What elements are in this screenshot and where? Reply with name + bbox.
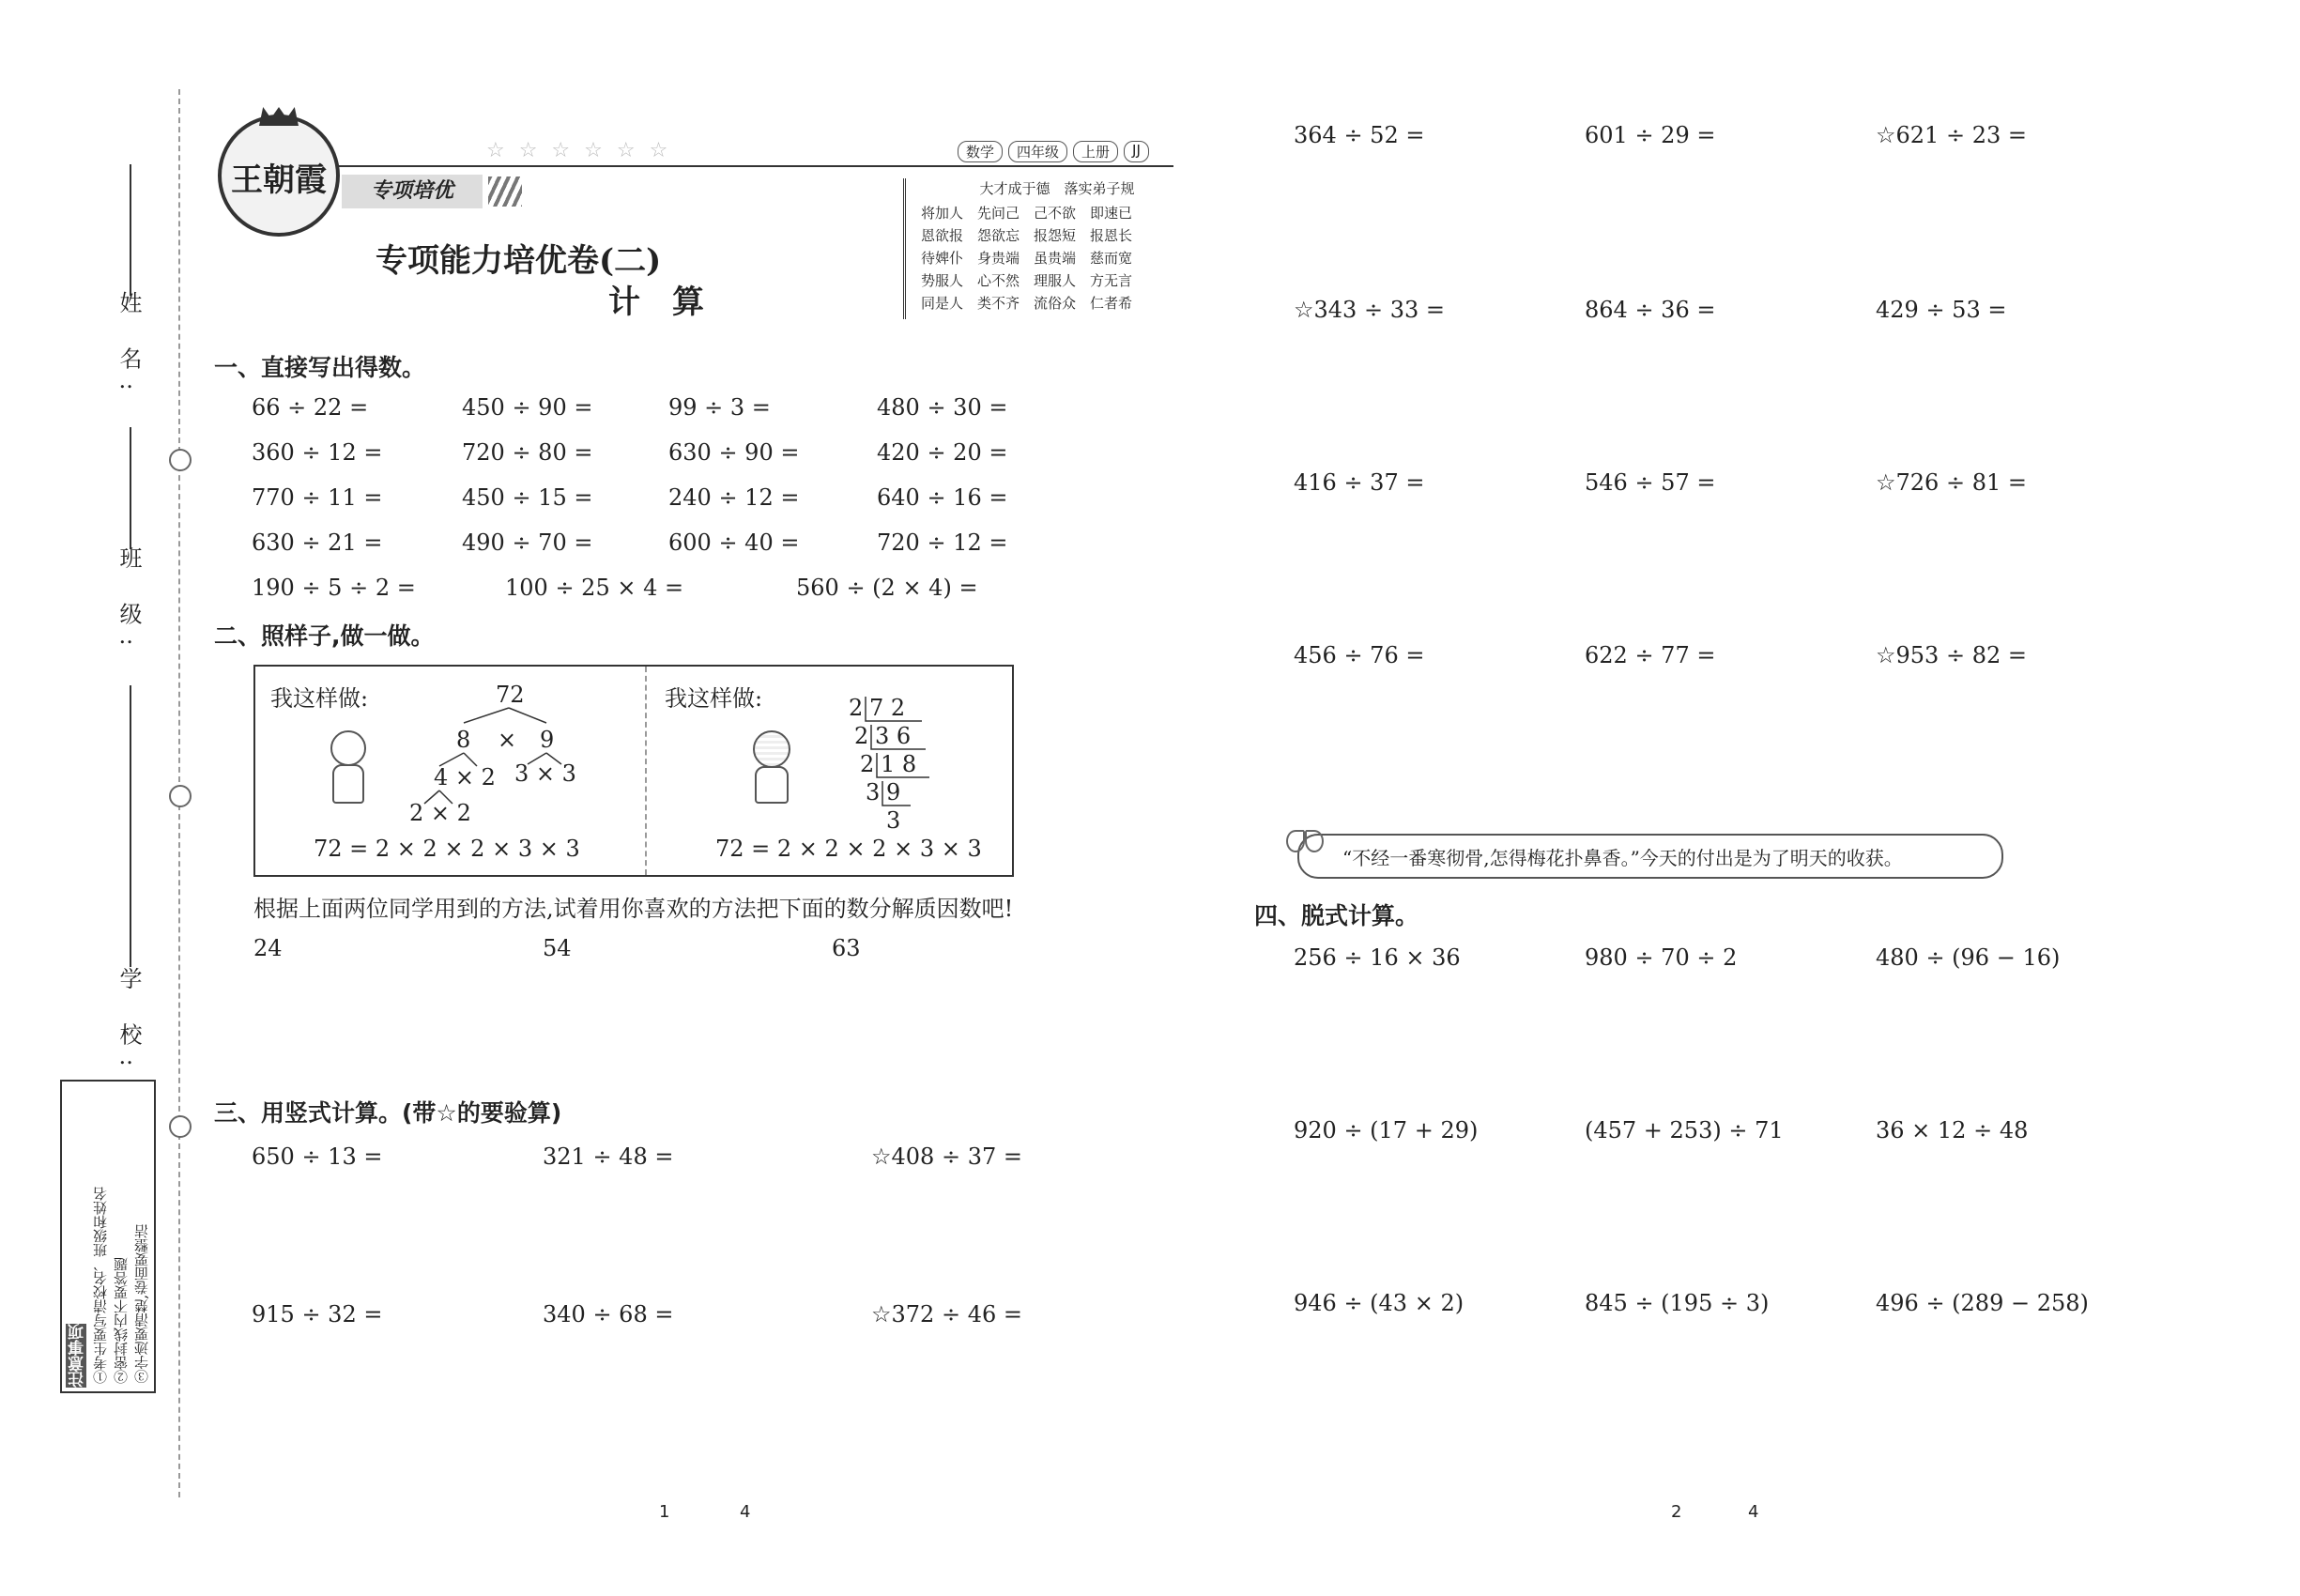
left-page-total: 4 bbox=[740, 1502, 751, 1522]
s4-r2-c2: (457 + 253) ÷ 71 bbox=[1585, 1117, 1784, 1143]
ladder-quotient: 3 bbox=[886, 807, 901, 834]
s1-r5-c3: 560 ÷ (2 × 4) = bbox=[796, 575, 978, 601]
example-divider bbox=[645, 667, 647, 875]
s1-r3-c3: 240 ÷ 12 = bbox=[668, 484, 800, 511]
s3-l-r2-c2: 340 ÷ 68 = bbox=[543, 1301, 674, 1327]
s3-r-r3-c1: 416 ÷ 37 = bbox=[1294, 469, 1425, 496]
tree-l1a: 8 bbox=[456, 727, 471, 753]
s3-r-r1-c3: ☆621 ÷ 23 = bbox=[1876, 122, 2027, 148]
school-label: 学 校: bbox=[115, 967, 142, 1080]
header-stars: ☆ ☆ ☆ ☆ ☆ ☆ bbox=[486, 139, 672, 162]
motto-line-4: 势服人 心不然 理服人 方无言 bbox=[921, 272, 1133, 289]
s3-l-r2-c3: ☆372 ÷ 46 = bbox=[871, 1301, 1022, 1327]
section1-heading: 一、直接写出得数。 bbox=[214, 354, 426, 381]
logo bbox=[218, 115, 340, 237]
section3-heading: 三、用竖式计算。(带☆的要验算) bbox=[214, 1099, 562, 1127]
motto-line-2: 恩欲报 怨欲忘 报怨短 报恩长 bbox=[921, 227, 1133, 244]
factor-number-3: 63 bbox=[832, 935, 861, 961]
school-line[interactable] bbox=[130, 685, 131, 967]
seal-mark-3 bbox=[169, 1115, 192, 1138]
factor-number-1: 24 bbox=[253, 935, 283, 961]
page-title: 专项能力培优卷(二) bbox=[376, 242, 662, 280]
example-box bbox=[253, 665, 1014, 877]
banner bbox=[342, 175, 483, 208]
seal-mark-1 bbox=[169, 449, 192, 471]
right-page-total: 4 bbox=[1748, 1502, 1759, 1522]
notice-title: 注意事项 bbox=[66, 1324, 86, 1388]
ladder-value-4: 9 bbox=[886, 779, 901, 806]
ladder-divisor-3: 2 bbox=[860, 751, 875, 777]
logo-crown-icon bbox=[259, 107, 299, 126]
s3-r-r2-c2: 864 ÷ 36 = bbox=[1585, 297, 1716, 323]
s1-r4-c2: 490 ÷ 70 = bbox=[462, 529, 593, 556]
section2-instruction: 根据上面两位同学用到的方法,试着用你喜欢的方法把下面的数分解质因数吧! bbox=[253, 896, 1014, 922]
s1-r2-c1: 360 ÷ 12 = bbox=[252, 439, 383, 466]
s1-r1-c3: 99 ÷ 3 = bbox=[668, 394, 771, 421]
quote-text: “不经一番寒彻骨,怎得梅花扑鼻香。”今天的付出是为了明天的收获。 bbox=[1342, 847, 1903, 869]
section4-heading: 四、脱式计算。 bbox=[1254, 902, 1419, 929]
s4-r1-c2: 980 ÷ 70 ÷ 2 bbox=[1585, 944, 1738, 971]
tag-subject: 数学 bbox=[958, 141, 1003, 162]
logo-text: 王朝霞 bbox=[231, 161, 327, 199]
left-method-label: 我这样做: bbox=[270, 685, 369, 712]
motto-box bbox=[903, 178, 1193, 319]
tag-edition: JJ bbox=[1124, 141, 1149, 162]
s4-r1-c1: 256 ÷ 16 × 36 bbox=[1294, 944, 1461, 971]
section2-heading: 二、照样子,做一做。 bbox=[214, 622, 435, 650]
header-rule bbox=[338, 165, 1173, 167]
s1-r4-c4: 720 ÷ 12 = bbox=[877, 529, 1008, 556]
motto-line-3: 待婢仆 身贵端 虽贵端 慈而宽 bbox=[921, 250, 1133, 267]
s1-r5-c1: 190 ÷ 5 ÷ 2 = bbox=[252, 575, 416, 601]
s3-r-r3-c2: 546 ÷ 57 = bbox=[1585, 469, 1716, 496]
s1-r2-c3: 630 ÷ 90 = bbox=[668, 439, 800, 466]
result-left: 72 = 2 × 2 × 2 × 3 × 3 bbox=[314, 836, 580, 862]
ladder-value-1: 7 2 bbox=[869, 695, 906, 721]
tag-volume: 上册 bbox=[1073, 141, 1118, 162]
s1-r3-c1: 770 ÷ 11 = bbox=[252, 484, 383, 511]
boy-figure bbox=[744, 727, 796, 804]
name-label: 姓 名: bbox=[115, 291, 142, 404]
name-line[interactable] bbox=[130, 164, 131, 296]
s3-r-r1-c2: 601 ÷ 29 = bbox=[1585, 122, 1716, 148]
ladder-lines bbox=[849, 695, 933, 845]
notice-1: ①考生要写清校名、班级和姓名 bbox=[92, 1187, 109, 1384]
s3-r-r1-c1: 364 ÷ 52 = bbox=[1294, 122, 1425, 148]
tag-grade: 四年级 bbox=[1008, 141, 1067, 162]
class-label: 班 级: bbox=[115, 546, 142, 659]
s1-r2-c2: 720 ÷ 80 = bbox=[462, 439, 593, 466]
s1-r4-c1: 630 ÷ 21 = bbox=[252, 529, 383, 556]
boy-body-icon bbox=[755, 766, 789, 804]
s1-r3-c2: 450 ÷ 15 = bbox=[462, 484, 593, 511]
notice-2: ②密封线内不要答题 bbox=[113, 1257, 130, 1384]
quote-box bbox=[1297, 834, 2003, 879]
s4-r3-c2: 845 ÷ (195 ÷ 3) bbox=[1585, 1290, 1770, 1316]
tree-l1b: 9 bbox=[540, 727, 555, 753]
banner-stripes bbox=[488, 176, 522, 207]
s1-r3-c4: 640 ÷ 16 = bbox=[877, 484, 1008, 511]
s1-r5-c2: 100 ÷ 25 × 4 = bbox=[505, 575, 684, 601]
right-method-label: 我这样做: bbox=[665, 685, 763, 712]
s3-r-r3-c3: ☆726 ÷ 81 = bbox=[1876, 469, 2027, 496]
ladder-divisor-1: 2 bbox=[849, 695, 864, 721]
s4-r3-c3: 496 ÷ (289 − 258) bbox=[1876, 1290, 2089, 1316]
s1-r1-c2: 450 ÷ 90 = bbox=[462, 394, 593, 421]
banner-label: 专项培优 bbox=[370, 179, 453, 203]
motto-line-5: 同是人 类不齐 流俗众 仁者希 bbox=[921, 295, 1133, 312]
s1-r1-c1: 66 ÷ 22 = bbox=[252, 394, 369, 421]
s3-l-r1-c3: ☆408 ÷ 37 = bbox=[871, 1143, 1022, 1170]
motto-line-1: 将加人 先问己 己不欲 即速已 bbox=[921, 205, 1133, 222]
subject-tags bbox=[958, 141, 1149, 162]
s4-r2-c3: 36 × 12 ÷ 48 bbox=[1876, 1117, 2029, 1143]
s1-r2-c4: 420 ÷ 20 = bbox=[877, 439, 1008, 466]
page-subtitle: 计 算 bbox=[608, 284, 704, 321]
result-right: 72 = 2 × 2 × 2 × 3 × 3 bbox=[715, 836, 982, 862]
bow-icon bbox=[1286, 824, 1324, 862]
motto-title: 大才成于德 落实弟子规 bbox=[979, 180, 1135, 197]
s4-r1-c3: 480 ÷ (96 − 16) bbox=[1876, 944, 2061, 971]
s3-l-r2-c1: 915 ÷ 32 = bbox=[252, 1301, 383, 1327]
s3-r-r4-c1: 456 ÷ 76 = bbox=[1294, 642, 1425, 668]
notice-3: ③字迹要清楚,卷面要整洁 bbox=[133, 1224, 150, 1384]
s3-r-r2-c3: 429 ÷ 53 = bbox=[1876, 297, 2007, 323]
s3-l-r1-c2: 321 ÷ 48 = bbox=[543, 1143, 674, 1170]
left-page-number: 1 bbox=[659, 1502, 670, 1522]
s4-r3-c1: 946 ÷ (43 × 2) bbox=[1294, 1290, 1464, 1316]
right-page-number: 2 bbox=[1671, 1502, 1682, 1522]
tree-l3: 2 × 2 bbox=[409, 800, 471, 826]
s3-r-r4-c3: ☆953 ÷ 82 = bbox=[1876, 642, 2027, 668]
ladder-value-2: 3 6 bbox=[875, 723, 912, 749]
s4-r2-c1: 920 ÷ (17 + 29) bbox=[1294, 1117, 1479, 1143]
seal-mark-2 bbox=[169, 785, 192, 807]
s3-l-r1-c1: 650 ÷ 13 = bbox=[252, 1143, 383, 1170]
tree-l2a: 4 × 2 bbox=[434, 764, 496, 790]
s3-r-r4-c2: 622 ÷ 77 = bbox=[1585, 642, 1716, 668]
s1-r1-c4: 480 ÷ 30 = bbox=[877, 394, 1008, 421]
s3-r-r2-c1: ☆343 ÷ 33 = bbox=[1294, 297, 1445, 323]
binding-margin bbox=[0, 0, 188, 1596]
tree-l2b: 3 × 3 bbox=[514, 760, 576, 787]
ladder-divisor-2: 2 bbox=[854, 723, 869, 749]
tree-times: × bbox=[498, 727, 517, 753]
division-ladder bbox=[849, 695, 933, 845]
s1-r4-c3: 600 ÷ 40 = bbox=[668, 529, 800, 556]
ladder-value-3: 1 8 bbox=[881, 751, 917, 777]
factor-number-2: 54 bbox=[543, 935, 572, 961]
class-line[interactable] bbox=[130, 427, 131, 549]
ladder-divisor-4: 3 bbox=[866, 779, 881, 806]
boy-head-icon bbox=[753, 730, 790, 768]
notice-box bbox=[60, 1080, 156, 1393]
tree-root: 72 bbox=[496, 682, 525, 708]
